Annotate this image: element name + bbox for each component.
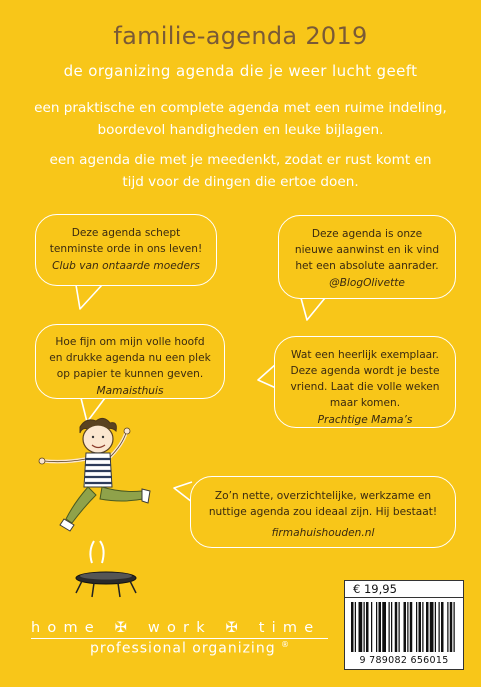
price-box <box>344 580 464 598</box>
quote-source: Club van ontaarde moeders <box>52 260 200 272</box>
barcode-bar <box>351 602 354 652</box>
quote-bubble <box>278 215 456 299</box>
quote-source: Mamaisthuis <box>96 385 164 397</box>
barcode-bar <box>447 602 448 652</box>
barcode-bar <box>355 602 356 652</box>
barcode-bar <box>395 602 398 652</box>
barcode-bar <box>366 602 369 652</box>
barcode-bar <box>379 602 382 652</box>
quote-line: Hoe fijn om mijn volle hoofd <box>55 336 205 348</box>
intro-line: een praktische en complete agenda met een ruime indeling, <box>34 100 447 116</box>
barcode-bar <box>404 602 407 652</box>
barcode-bar <box>441 602 444 652</box>
intro-paragraph-1 <box>20 97 461 141</box>
barcode-bar <box>419 602 422 652</box>
barcode-bar <box>422 602 423 652</box>
barcode-bar <box>410 602 413 652</box>
intro-line: een agenda die met je meedenkt, zodat er rust komt en <box>49 152 432 168</box>
cross-icon: ✠ <box>114 620 135 636</box>
barcode-bar <box>435 602 436 652</box>
quote-line: het een absolute aanrader. <box>295 260 439 272</box>
barcode-bar <box>399 602 400 652</box>
bubble-tail <box>295 296 335 324</box>
barcode-bar <box>359 602 363 652</box>
barcode-bar <box>407 602 408 652</box>
barcode-bar <box>430 602 434 652</box>
barcode-bar <box>426 602 429 652</box>
isbn-number: 9 789082 656015 <box>359 655 449 666</box>
brand-word: home <box>31 620 101 636</box>
quote-source: @BlogOlivette <box>329 277 405 289</box>
brand-name <box>31 620 320 636</box>
intro-line: tijd voor de dingen die ertoe doen. <box>122 174 359 190</box>
barcode-bar <box>450 602 453 652</box>
price: € 19,95 <box>353 582 397 596</box>
quote-line: Deze agenda schept <box>71 227 181 239</box>
quote-source: Prachtige Mama’s <box>317 414 413 426</box>
barcode-bar <box>382 602 386 652</box>
quote-bubble <box>274 336 456 428</box>
brand-tagline <box>90 640 290 657</box>
brand-word: work <box>147 620 212 636</box>
intro-paragraph-2 <box>20 149 461 193</box>
intro-line: boordevol handigheden en leuke bijlagen. <box>97 122 384 138</box>
brand-word: time <box>258 620 321 636</box>
page-title: familie-agenda 2019 <box>113 22 368 50</box>
barcode-bar <box>364 602 365 652</box>
barcode-box <box>344 597 464 670</box>
brand-divider <box>31 638 328 639</box>
quote-line: en drukke agenda nu een plek <box>49 352 211 364</box>
quote-source: firmahuishouden.nl <box>271 527 375 539</box>
barcode-bar <box>376 602 377 652</box>
jumping-boy-trampoline-illustration <box>30 415 180 620</box>
barcode-bar <box>439 602 440 652</box>
quote-bubble <box>35 324 225 399</box>
quote-line: Zo’n nette, overzichtelijke, werkzame en <box>214 490 432 502</box>
ean-barcode <box>345 598 463 654</box>
quote-line: Deze agenda wordt je beste <box>290 365 440 377</box>
barcode-bar <box>454 602 455 652</box>
quote-line: nuttige agenda zou ideaal zijn. Hij bestaat! <box>208 506 438 518</box>
quote-line: Deze agenda is onze <box>311 228 423 240</box>
barcode-bar <box>416 602 417 652</box>
quote-line: Wat een heerlijk exemplaar. <box>291 349 439 361</box>
quote-line: vriend. Laat die volle weken <box>290 381 440 393</box>
quote-bubble <box>190 476 456 548</box>
quote-line: tenminste orde in ons leven! <box>49 243 203 255</box>
cross-icon: ✠ <box>225 620 245 636</box>
registered-mark: ® <box>281 640 291 649</box>
quote-line: op papier te kunnen geven. <box>56 368 204 380</box>
quote-bubble <box>35 214 217 286</box>
quote-line: nieuwe aanwinst en ik vind <box>294 244 440 256</box>
barcode-bar <box>371 602 372 652</box>
brand-tagline-text: professional organizing <box>90 640 276 657</box>
barcode-bar <box>389 602 390 652</box>
page-subtitle: de organizing agenda die je weer lucht geeft <box>63 62 418 80</box>
barcode-bar <box>391 602 392 652</box>
quote-line: maar komen. <box>329 397 401 409</box>
bubble-tail <box>70 283 110 313</box>
